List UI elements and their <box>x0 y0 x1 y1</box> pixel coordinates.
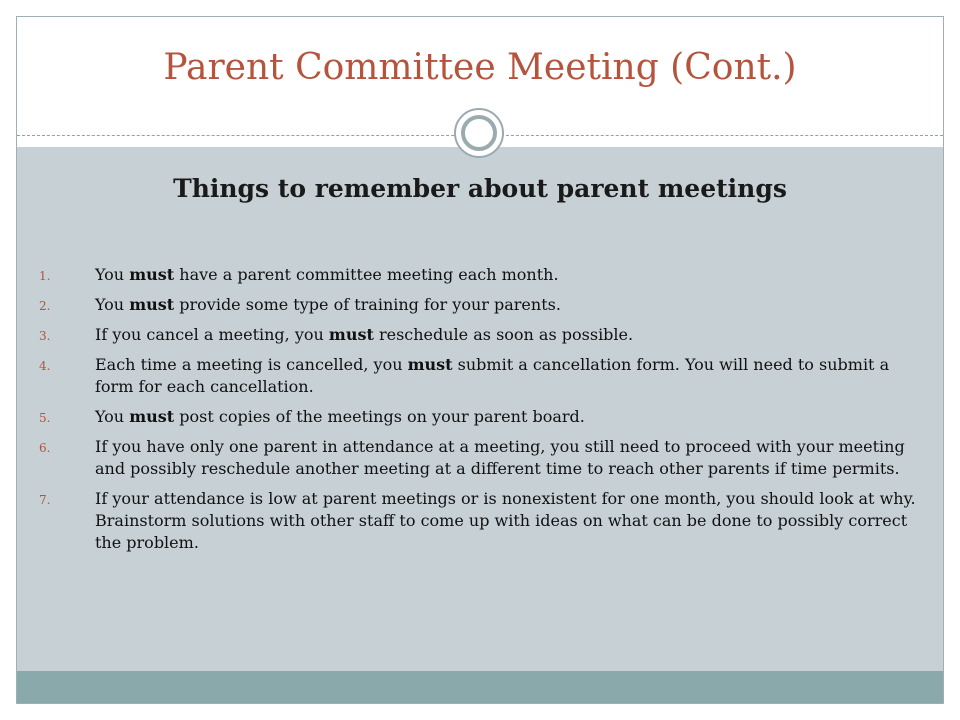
list-item <box>39 406 919 428</box>
list-item <box>39 264 919 286</box>
item-text-rest: reschedule as soon as possible. <box>373 325 634 344</box>
list-item <box>39 354 919 398</box>
list-number: 2. <box>39 299 51 313</box>
circle-ornament-inner <box>461 115 497 151</box>
reminder-list <box>39 264 919 562</box>
item-emphasis: must <box>328 325 374 344</box>
item-text: You <box>95 265 130 284</box>
list-number: 3. <box>39 329 51 343</box>
item-text-rest: provide some type of training for your parents. <box>174 295 561 314</box>
list-number: 7. <box>39 493 51 507</box>
slide-title: Parent Committee Meeting (Cont.) <box>163 47 797 88</box>
list-number: 5. <box>39 411 51 425</box>
item-text-rest: post copies of the meetings on your parent board. <box>174 407 585 426</box>
footer-bar <box>17 671 943 704</box>
circle-ornament-icon <box>454 108 504 158</box>
item-text: If you cancel a meeting, you <box>95 325 329 344</box>
list-number: 6. <box>39 441 51 455</box>
item-text: If your attendance is low at parent meetings or is nonexistent for one month, you should look at why. Brainstorm solutions with other staff to come up with ideas on what can be done to possibly correct the problem. <box>95 489 916 552</box>
list-item <box>39 436 919 480</box>
item-text: Each time a meeting is cancelled, you <box>95 355 408 374</box>
item-emphasis: must <box>129 295 175 314</box>
item-text: You <box>95 295 130 314</box>
item-emphasis: must <box>407 355 453 374</box>
item-text-rest: have a parent committee meeting each month. <box>174 265 559 284</box>
slide-subtitle: Things to remember about parent meetings <box>173 174 787 203</box>
item-text-rest: submit a cancellation form. You will need to submit a form for each cancellation. <box>95 355 890 396</box>
list-item <box>39 324 919 346</box>
list-item <box>39 488 919 554</box>
item-emphasis: must <box>129 407 175 426</box>
slide <box>16 16 944 704</box>
item-emphasis: must <box>129 265 175 284</box>
list-number: 1. <box>39 269 51 283</box>
item-text: You <box>95 407 130 426</box>
item-text: If you have only one parent in attendance at a meeting, you still need to proceed with your meeting and possibly reschedule another meeting at a different time to reach other parents if time permits. <box>95 437 905 478</box>
list-number: 4. <box>39 359 51 373</box>
list-item <box>39 294 919 316</box>
